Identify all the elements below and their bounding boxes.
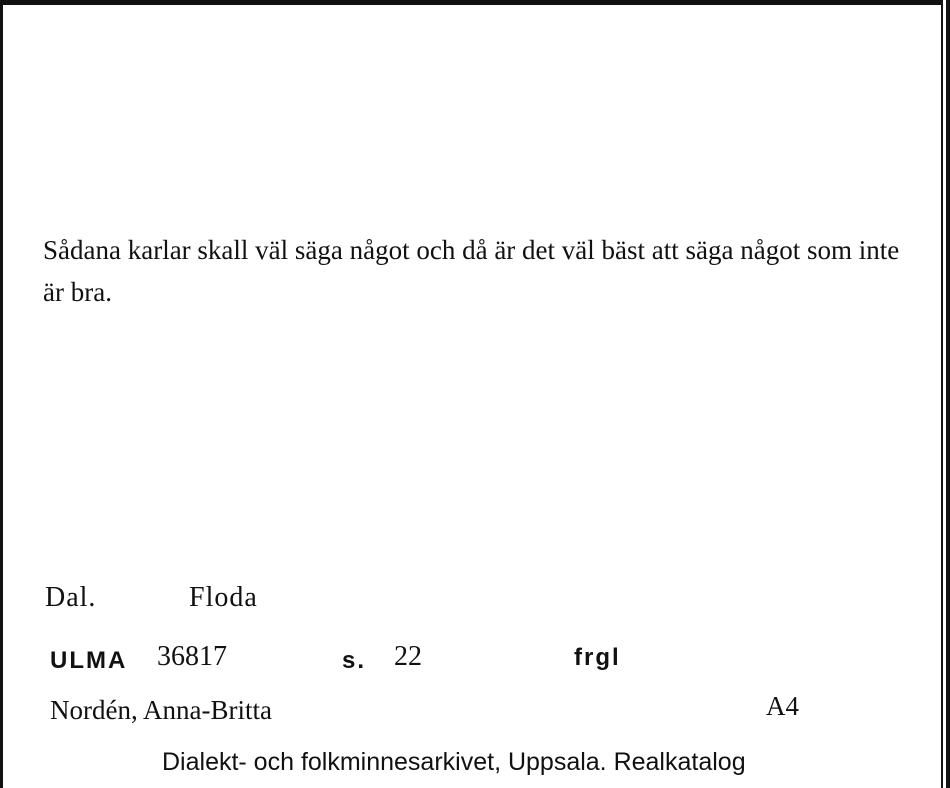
page-number: 22: [394, 641, 422, 672]
archive-footer: Dialekt- och folkminnesarkivet, Uppsala. Realkatalog: [162, 748, 746, 776]
card-edge-gap: [943, 0, 946, 788]
collector-name: Nordén, Anna-Britta: [50, 695, 272, 725]
format-label: A4: [766, 691, 799, 721]
record-type: frgl: [574, 644, 621, 671]
archive-code: ULMA: [50, 647, 128, 674]
record-number: 36817: [157, 641, 227, 672]
parish-label: Floda: [189, 582, 258, 613]
page-label: s.: [342, 647, 367, 674]
quote-text: Sådana karlar skall väl säga något och då är det väl bäst att säga något som inte är bra.: [43, 235, 900, 307]
region-label: Dal.: [45, 582, 97, 613]
